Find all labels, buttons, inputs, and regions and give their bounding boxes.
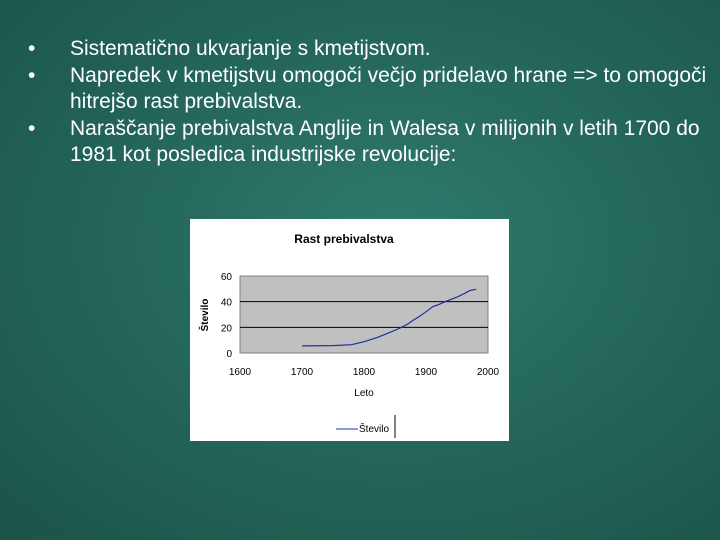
bullet-text: Sistematično ukvarjanje s kmetijstvom.: [70, 37, 431, 60]
plot-area: [221, 272, 500, 378]
y-tick-label: 40: [220, 297, 232, 309]
x-tick-label: 1900: [414, 367, 438, 378]
bullet-marker: •: [28, 117, 36, 140]
bullet-item: [28, 36, 708, 62]
y-tick-label: 0: [226, 349, 232, 360]
population-chart: [190, 219, 509, 441]
y-tick-label: 20: [220, 323, 232, 335]
legend-entry-label: Število: [359, 424, 390, 435]
bullet-list: [28, 36, 708, 169]
x-tick-label: 1700: [290, 367, 314, 378]
bullet-marker: •: [28, 64, 36, 87]
bullet-item: [28, 116, 708, 168]
bullet-text: Naraščanje prebivalstva Anglije in Walesa v milijonih v letih 1700 do 1981 kot posledica industrijske revolucije:: [70, 117, 700, 166]
x-tick-label: 2000: [476, 367, 500, 378]
y-tick-label: 60: [220, 272, 232, 283]
bullet-marker: •: [28, 37, 36, 60]
x-axis-label: Leto: [354, 388, 374, 399]
chart-title: Rast prebivalstva: [294, 232, 394, 246]
y-axis-label: Število: [200, 298, 211, 332]
bullet-item: [28, 63, 708, 115]
bullet-text: Napredek v kmetijstvu omogoči večjo pridelavo hrane => to omogoči hitrejšo rast prebivalstva.: [70, 64, 707, 113]
chart-svg: [190, 219, 509, 441]
x-tick-label: 1800: [352, 367, 376, 378]
x-tick-label: 1600: [228, 367, 252, 378]
legend: [336, 415, 395, 438]
